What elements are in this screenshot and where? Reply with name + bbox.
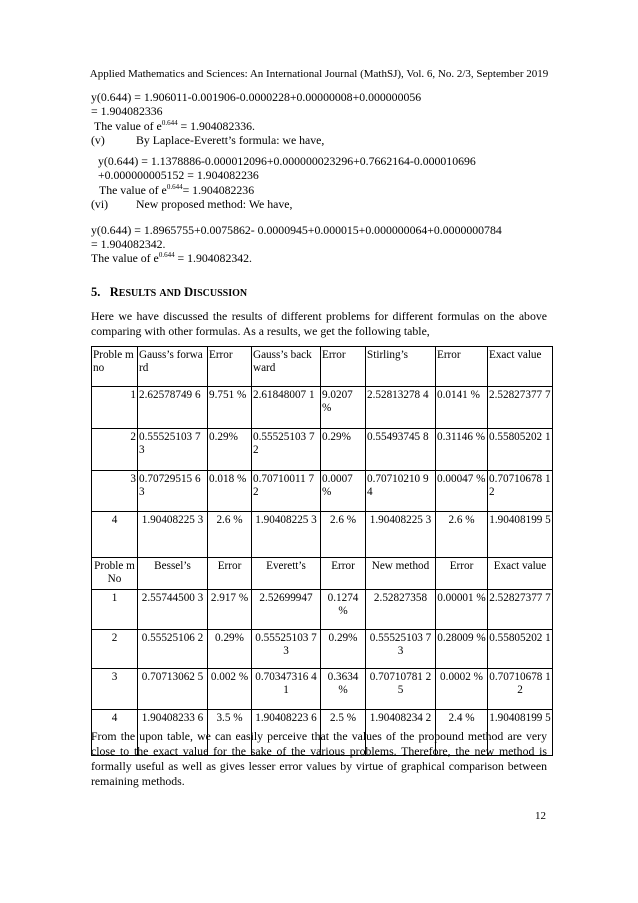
item-heading: (v) By Laplace-Everett’s formula: we have, bbox=[91, 133, 325, 147]
header-cell: Proble m No bbox=[92, 558, 138, 590]
results-table bbox=[91, 346, 553, 756]
equation-result: = 1.904082342. bbox=[91, 237, 166, 251]
table-cell: 0.00047 % bbox=[436, 471, 488, 512]
table-cell: 0.0141 % bbox=[436, 387, 488, 429]
table-cell: 4 bbox=[92, 512, 138, 558]
equation-line: y(0.644) = 1.8965755+0.0075862- 0.0000945+0.000015+0.000000064+0.0000000784 bbox=[91, 223, 502, 237]
equation-line: y(0.644) = 1.1378886-0.000012096+0.000000023296+0.7662164-0.000010696 bbox=[98, 154, 476, 168]
table-cell: 0.0007 % bbox=[321, 471, 366, 512]
conclusion-paragraph: From the upon table, we can easily perceive that the values of the propound method are very close to the exact value for the sake of the various problems. Therefore, the new method is formally useful as well as gives lesser error values by virtue of graphical comparison between remaining methods. bbox=[91, 729, 547, 788]
value-statement: The value of $e^{0.644} = 1.904082336$. bbox=[94, 119, 255, 133]
header-cell: Error bbox=[208, 347, 252, 387]
table-cell: 0.55525103 73 bbox=[252, 630, 321, 669]
table-cell: 2 bbox=[92, 630, 138, 669]
table-cell: 1 bbox=[92, 387, 138, 429]
table-cell: 0.55525103 72 bbox=[252, 429, 321, 471]
header-cell: Proble m no bbox=[92, 347, 138, 387]
table-row bbox=[92, 630, 553, 669]
table-cell: 2.5 % bbox=[321, 710, 366, 756]
table-cell: 1.90408223 6 bbox=[252, 710, 321, 756]
table-cell: 0.70710210 94 bbox=[366, 471, 436, 512]
table-cell: 0.1274 % bbox=[321, 590, 366, 630]
table-cell: 0.0002 % bbox=[436, 669, 488, 710]
table-cell: 3 bbox=[92, 471, 138, 512]
item-heading: (vi) New proposed method: We have, bbox=[91, 197, 293, 211]
table-cell: 0.55805202 1 bbox=[488, 429, 553, 471]
table-cell: 0.3634 % bbox=[321, 669, 366, 710]
header-cell: Error bbox=[321, 558, 366, 590]
table-cell: 1.90408199 5 bbox=[488, 512, 553, 558]
table-cell: 2.917 % bbox=[208, 590, 252, 630]
table-cell: 0.70710011 72 bbox=[252, 471, 321, 512]
table-cell: 3 bbox=[92, 669, 138, 710]
table-cell: 2.52699947 bbox=[252, 590, 321, 630]
table-cell: 4 bbox=[92, 710, 138, 756]
header-cell: Error bbox=[208, 558, 252, 590]
table-cell: 1.90408234 2 bbox=[366, 710, 436, 756]
table-cell: 0.70710678 12 bbox=[488, 471, 553, 512]
header-cell: Gauss’s forward bbox=[138, 347, 208, 387]
table-cell: 2.52827358 bbox=[366, 590, 436, 630]
table-cell: 0.55525103 73 bbox=[138, 429, 208, 471]
table-cell: 0.55525106 2 bbox=[138, 630, 208, 669]
table-cell: 2.6 % bbox=[436, 512, 488, 558]
table-cell: 1.90408225 3 bbox=[252, 512, 321, 558]
table-row bbox=[92, 590, 553, 630]
header-cell: Error bbox=[436, 347, 488, 387]
table-cell: 2.55744500 3 bbox=[138, 590, 208, 630]
value-statement: The value of $e^{0.644} = 1.904082342$. bbox=[91, 251, 252, 265]
table-cell: 0.55805202 1 bbox=[488, 630, 553, 669]
table-cell: 2.4 % bbox=[436, 710, 488, 756]
table-cell: 0.00001 % bbox=[436, 590, 488, 630]
table-cell: 0.31146 % bbox=[436, 429, 488, 471]
table-cell: 2 bbox=[92, 429, 138, 471]
table-row bbox=[92, 512, 553, 558]
intro-paragraph: Here we have discussed the results of different problems for different formulas on the above comparing with other formulas. As a results, we get the following table, bbox=[91, 309, 547, 338]
table-cell: 0.70710781 25 bbox=[366, 669, 436, 710]
equation-result: +0.000000005152 = 1.904082236 bbox=[98, 168, 259, 182]
header-cell: Stirling’s bbox=[366, 347, 436, 387]
table-cell: 2.6 % bbox=[321, 512, 366, 558]
table-cell: 0.70347316 41 bbox=[252, 669, 321, 710]
table-cell: 0.29% bbox=[208, 630, 252, 669]
table-cell: 0.70710678 12 bbox=[488, 669, 553, 710]
table-cell: 0.55493745 8 bbox=[366, 429, 436, 471]
table-cell: 2.62578749 6 bbox=[138, 387, 208, 429]
table-row bbox=[92, 471, 553, 512]
table-cell: 0.70729515 63 bbox=[138, 471, 208, 512]
page-number: 12 bbox=[535, 810, 546, 822]
running-header: Applied Mathematics and Sciences: An International Journal (MathSJ), Vol. 6, No. 2/3, September 2019 bbox=[89, 68, 549, 80]
table-cell: 0.018 % bbox=[208, 471, 252, 512]
header-cell: Bessel’s bbox=[138, 558, 208, 590]
table-header-row bbox=[92, 558, 553, 590]
equation-line: y(0.644) = 1.906011-0.001906-0.0000228+0.00000008+0.000000056 bbox=[91, 90, 422, 104]
header-cell: Exact value bbox=[488, 558, 553, 590]
table-row bbox=[92, 429, 553, 471]
section-heading: 5. RESULTS AND DISCUSSION bbox=[91, 285, 248, 299]
table-row bbox=[92, 387, 553, 429]
table-header-row bbox=[92, 347, 553, 387]
header-cell: Everett’s bbox=[252, 558, 321, 590]
table-cell: 0.29% bbox=[321, 630, 366, 669]
table-cell: 1.90408225 3 bbox=[138, 512, 208, 558]
table-cell: 1 bbox=[92, 590, 138, 630]
table-cell: 0.29% bbox=[321, 429, 366, 471]
table-cell: 2.52827377 7 bbox=[488, 387, 553, 429]
table-cell: 0.55525103 73 bbox=[366, 630, 436, 669]
table-cell: 1.90408233 6 bbox=[138, 710, 208, 756]
header-cell: Error bbox=[321, 347, 366, 387]
header-cell: New method bbox=[366, 558, 436, 590]
table-cell: 0.28009 % bbox=[436, 630, 488, 669]
header-cell: Gauss’s backward bbox=[252, 347, 321, 387]
table-cell: 1.90408199 5 bbox=[488, 710, 553, 756]
table-cell: 0.70713062 5 bbox=[138, 669, 208, 710]
table-cell: 2.61848007 1 bbox=[252, 387, 321, 429]
table-row bbox=[92, 669, 553, 710]
table-cell: 3.5 % bbox=[208, 710, 252, 756]
table-cell: 0.29% bbox=[208, 429, 252, 471]
table-cell: 0.002 % bbox=[208, 669, 252, 710]
table-cell: 2.52813278 4 bbox=[366, 387, 436, 429]
header-cell: Exact value bbox=[488, 347, 553, 387]
equation-result: = 1.904082336 bbox=[91, 104, 163, 118]
table-cell: 2.52827377 7 bbox=[488, 590, 553, 630]
value-statement: The value of $e^{0.644}= 1.904082236$ bbox=[99, 183, 255, 197]
table-cell: 9.0207 % bbox=[321, 387, 366, 429]
table-cell: 1.90408225 3 bbox=[366, 512, 436, 558]
header-cell: Error bbox=[436, 558, 488, 590]
table-cell: 2.6 % bbox=[208, 512, 252, 558]
table-cell: 9.751 % bbox=[208, 387, 252, 429]
